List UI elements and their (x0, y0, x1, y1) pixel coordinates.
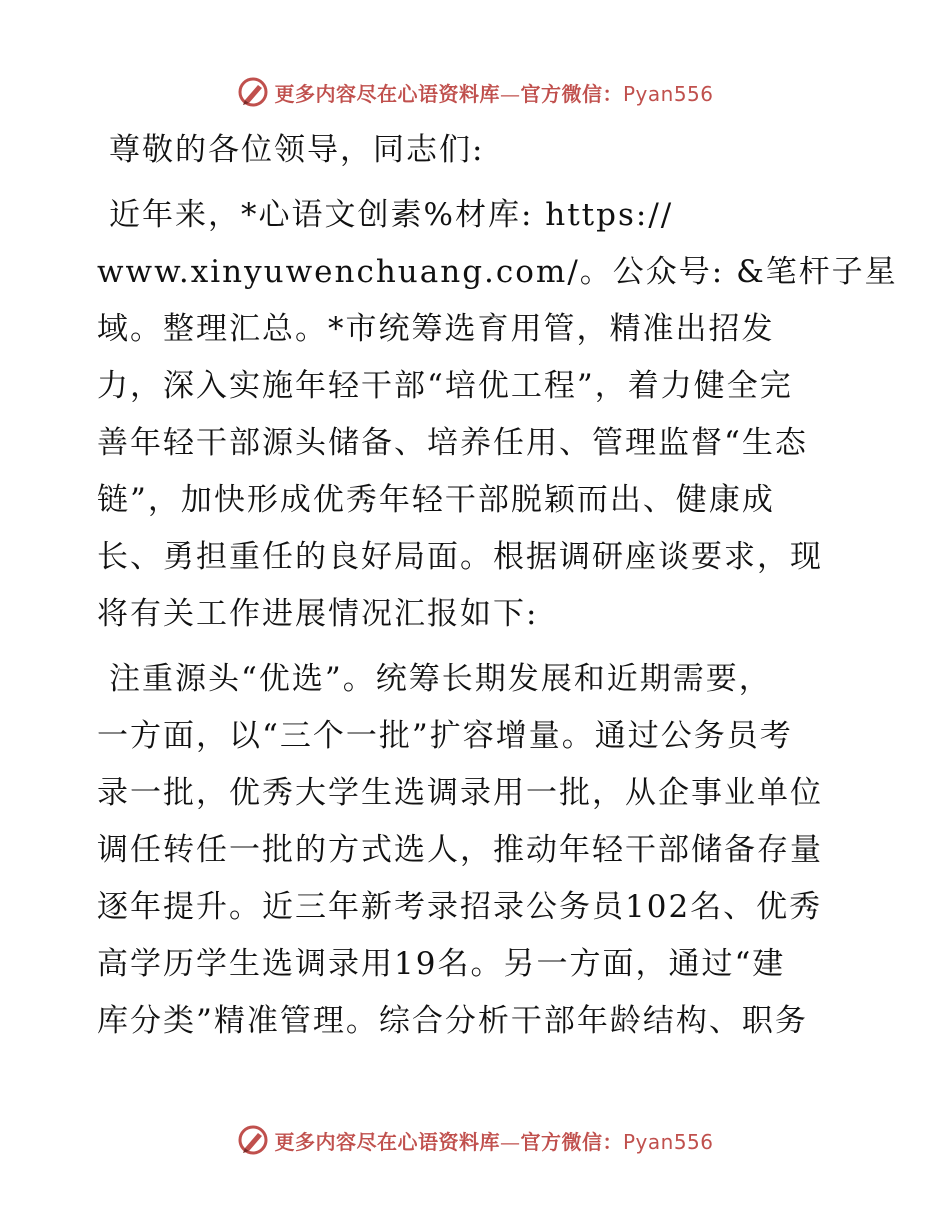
text-line: 注重源头“优选”。统筹长期发展和近期需要， (109, 661, 772, 697)
header-watermark-banner (0, 72, 950, 112)
banner-text: 更多内容尽在心语资料库—官方微信：Pyan556 (274, 81, 714, 106)
pen-logo-icon (236, 75, 270, 109)
paragraph-source-selection (97, 651, 857, 1050)
text-line: 调任转任一批的方式选人，推动年轻干部储备存量 (97, 832, 823, 868)
text-line: 善年轻干部源头储备、培养任用、管理监督“生态 (97, 425, 808, 461)
banner-text: 更多内容尽在心语资料库—官方微信：Pyan556 (274, 1129, 714, 1154)
pen-logo-icon (236, 1123, 270, 1157)
footer-watermark-banner (0, 1120, 950, 1160)
text-line: 录一批，优秀大学生选调录用一批，从企事业单位 (97, 775, 823, 811)
text-line: 高学历学生选调录用19名。另一方面，通过“建 (97, 946, 786, 982)
text-line: 近年来，*心语文创素%材库: https:// (109, 197, 674, 233)
document-body (97, 122, 898, 1050)
text-line: 一方面，以“三个一批”扩容增量。通过公务员考 (97, 718, 793, 754)
text-line: 将有关工作进展情况汇报如下: (97, 596, 539, 632)
text-line: 链”，加快形成优秀年轻干部脱颖而出、健康成 (97, 482, 775, 518)
greeting: 尊敬的各位领导，同志们: (109, 132, 485, 168)
text-line: 逐年提升。近三年新考录招录公务员102名、优秀 (97, 889, 823, 925)
text-line: 域。整理汇总。*市统筹选育用管，精准出招发 (97, 311, 775, 347)
paragraph-intro (97, 187, 898, 643)
text-line: 库分类”精准管理。综合分析干部年龄结构、职务 (97, 1003, 808, 1039)
text-line: www.xinyuwenchuang.com/。公众号: &笔杆子星 (97, 254, 898, 290)
text-line: 力，深入实施年轻干部“培优工程”，着力健全完 (97, 368, 793, 404)
text-line: 长、勇担重任的良好局面。根据调研座谈要求，现 (97, 539, 823, 575)
